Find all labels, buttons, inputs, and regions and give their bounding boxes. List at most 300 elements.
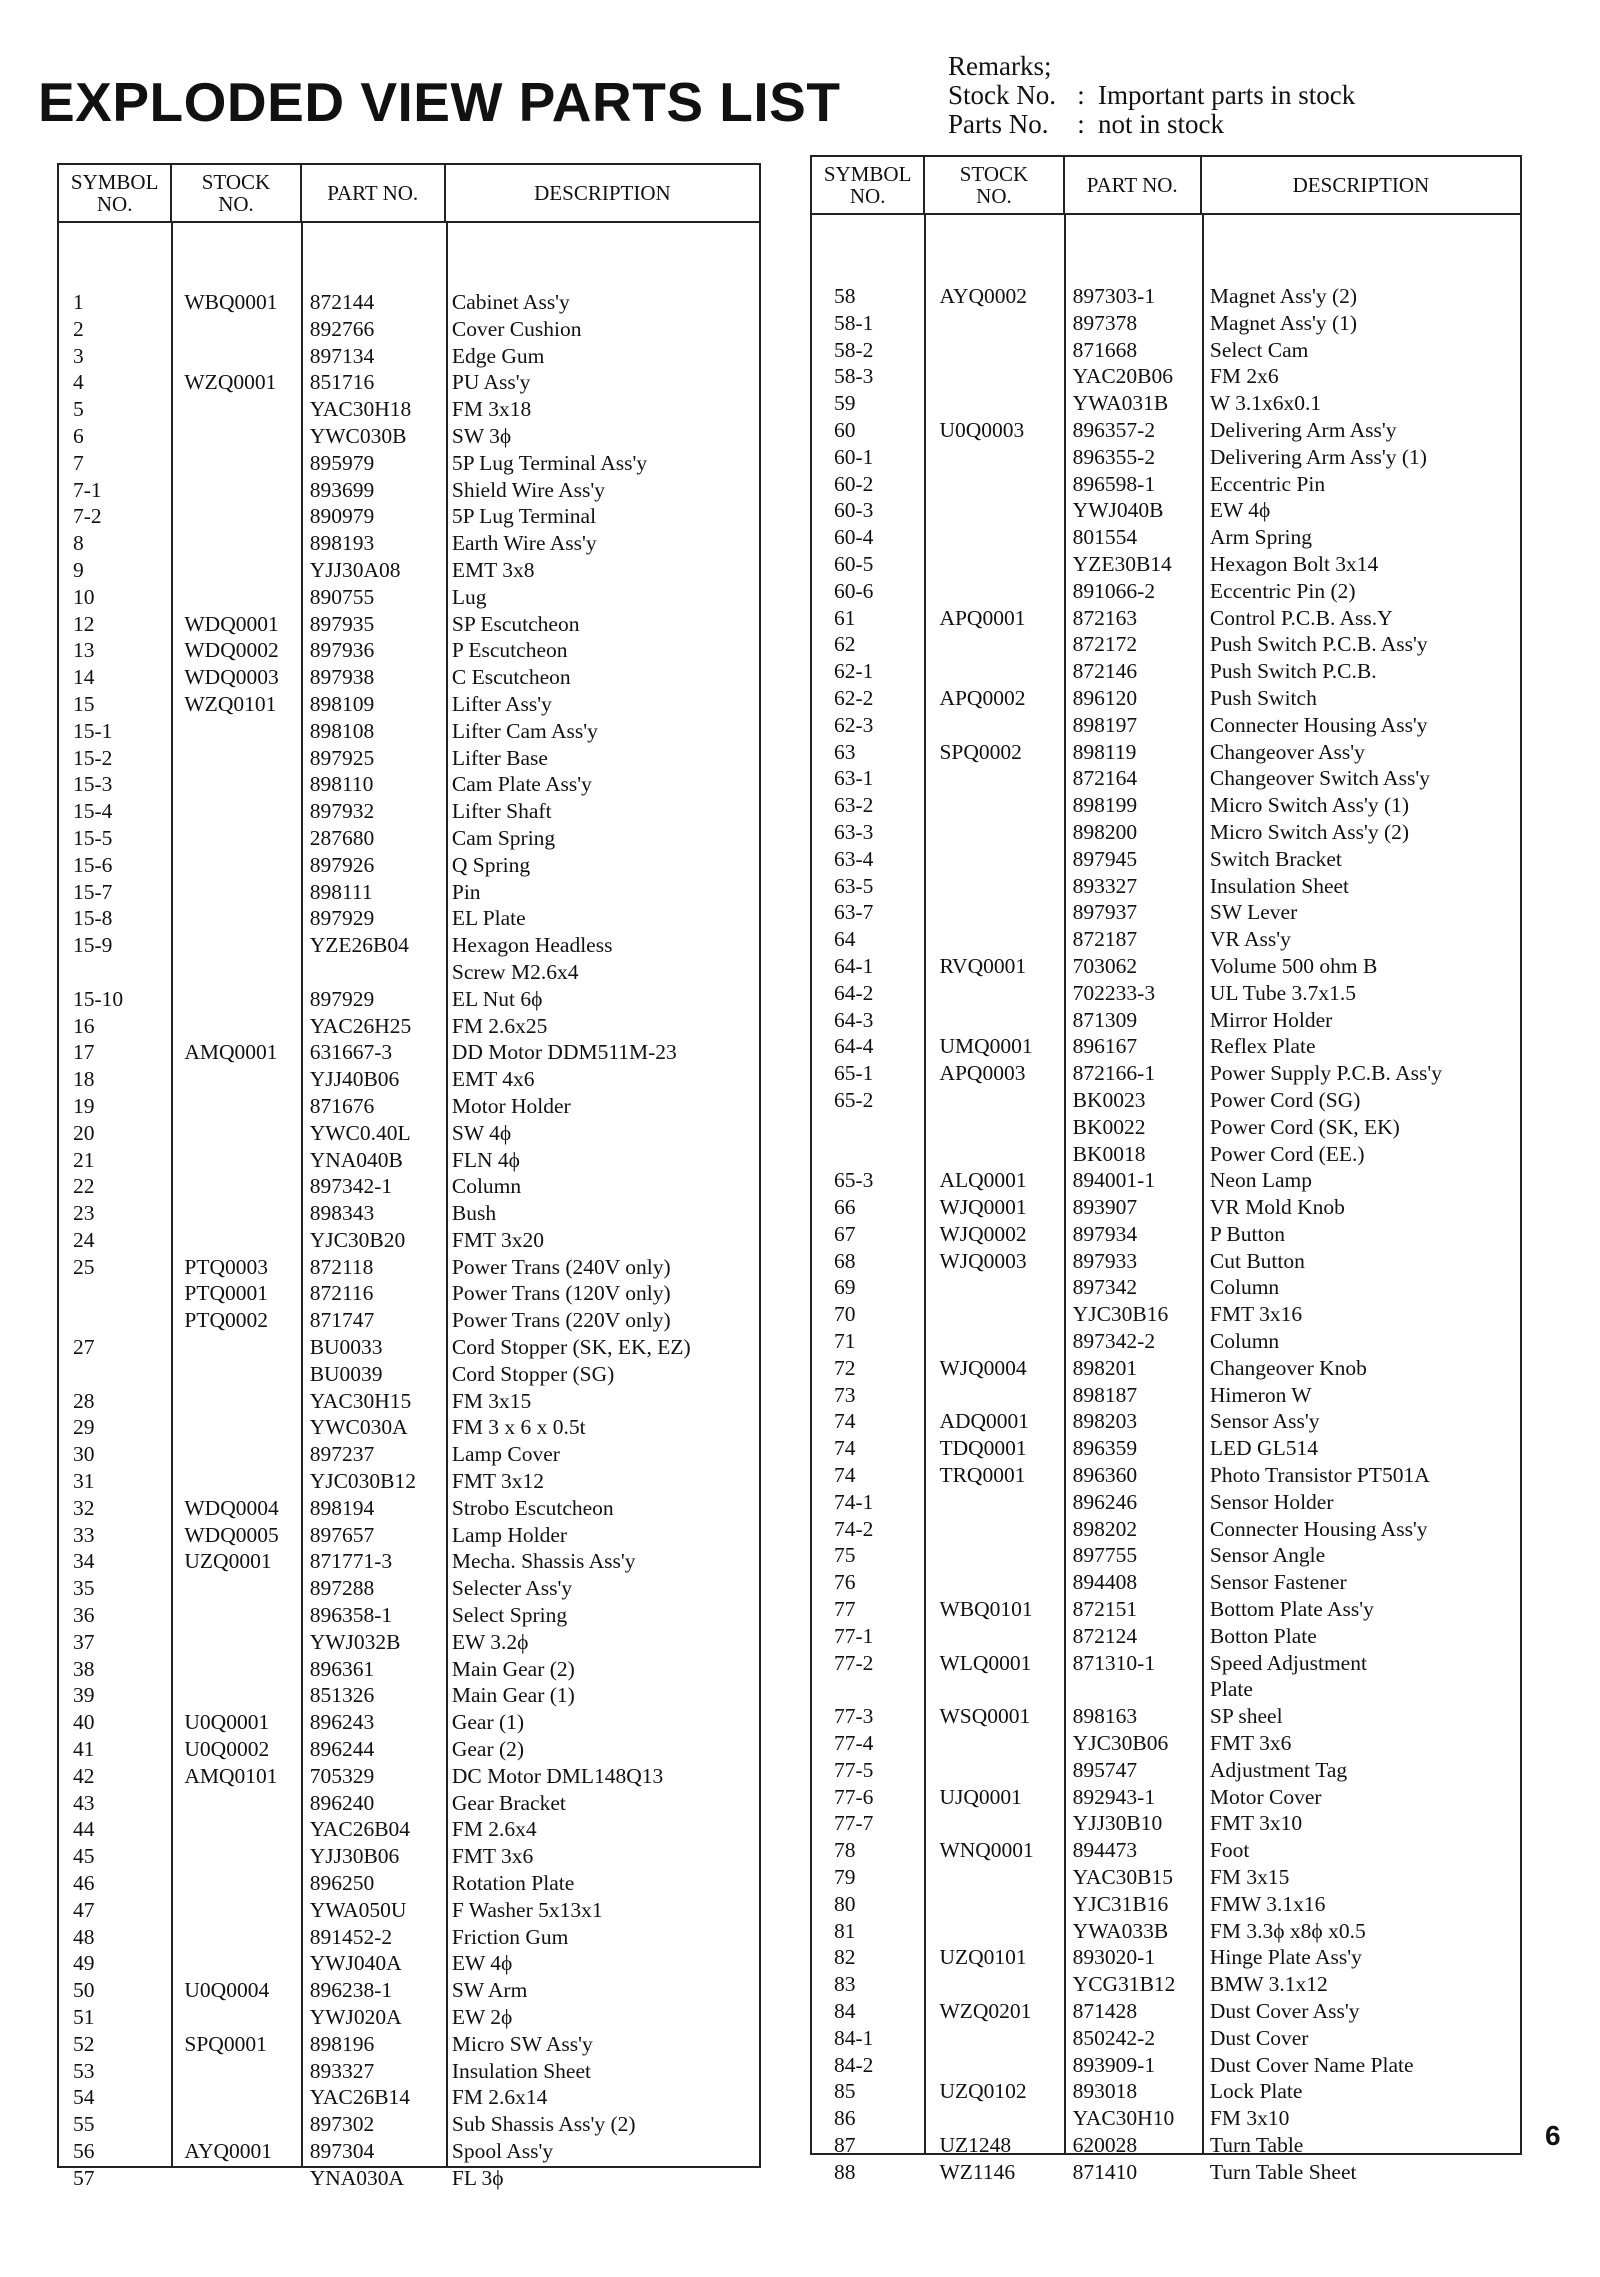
stock-cell bbox=[925, 1676, 1064, 1703]
stock-cell: TDQ0001 bbox=[939, 1436, 1027, 1461]
part-cell: YNA040B bbox=[309, 1147, 403, 1172]
description-cell: Eccentric Pin bbox=[1209, 471, 1326, 496]
symbol-cell: 84-2 bbox=[834, 2052, 874, 2077]
stock-cell bbox=[925, 1730, 1064, 1757]
symbol-cell: 65-1 bbox=[834, 1061, 874, 1086]
table-row bbox=[59, 530, 759, 557]
stock-cell bbox=[172, 1200, 301, 1227]
description-cell: Spool Ass'y bbox=[451, 2138, 554, 2163]
table-row bbox=[59, 1575, 759, 1602]
description-cell: Cord Stopper (SK, EK, EZ) bbox=[451, 1335, 691, 1360]
part-cell: 898202 bbox=[1072, 1516, 1138, 1541]
table-row bbox=[59, 2058, 759, 2085]
description-cell: Power Supply P.C.B. Ass'y bbox=[1209, 1061, 1442, 1086]
part-cell: 896361 bbox=[309, 1656, 375, 1681]
table-row bbox=[59, 1843, 759, 1870]
symbol-cell: 62-1 bbox=[834, 659, 874, 684]
symbol-cell: 46 bbox=[73, 1871, 95, 1896]
table-row bbox=[59, 1468, 759, 1495]
table-row bbox=[59, 959, 759, 986]
stock-cell: U0Q0002 bbox=[184, 1737, 270, 1762]
part-cell: 898111 bbox=[309, 879, 373, 904]
symbol-cell: 62-3 bbox=[834, 712, 874, 737]
symbol-cell: 24 bbox=[73, 1227, 95, 1252]
part-cell: 896246 bbox=[1072, 1489, 1138, 1514]
remarks-line bbox=[948, 81, 1355, 110]
description-cell: Mecha. Shassis Ass'y bbox=[451, 1549, 636, 1574]
table-row bbox=[812, 1141, 1520, 1168]
description-cell: Power Cord (SG) bbox=[1209, 1087, 1361, 1112]
table-row bbox=[812, 2025, 1520, 2052]
table-row bbox=[59, 584, 759, 611]
table-row bbox=[812, 765, 1520, 792]
stock-cell: UZ1248 bbox=[939, 2132, 1012, 2157]
table-row bbox=[812, 1274, 1520, 1301]
symbol-cell: 60-6 bbox=[834, 578, 874, 603]
symbol-cell: 60-5 bbox=[834, 551, 874, 576]
remarks-key: Parts No. bbox=[948, 109, 1049, 139]
description-cell: Q Spring bbox=[451, 852, 531, 877]
part-cell: 872151 bbox=[1072, 1597, 1138, 1622]
table-row bbox=[812, 1328, 1520, 1355]
part-cell: 871676 bbox=[309, 1093, 375, 1118]
description-cell: Reflex Plate bbox=[1209, 1034, 1316, 1059]
part-cell: 897937 bbox=[1072, 900, 1138, 925]
description-cell: Lifter Cam Ass'y bbox=[451, 718, 598, 743]
part-cell: 620028 bbox=[1072, 2132, 1138, 2157]
table-row bbox=[812, 2105, 1520, 2132]
symbol-cell: 45 bbox=[73, 1844, 95, 1869]
description-cell: Lifter Ass'y bbox=[451, 691, 552, 716]
stock-cell: WJQ0003 bbox=[939, 1248, 1027, 1273]
part-cell: 896120 bbox=[1072, 685, 1138, 710]
description-cell: SW 3ϕ bbox=[451, 423, 512, 448]
table-row bbox=[59, 1173, 759, 1200]
symbol-cell: 14 bbox=[73, 665, 95, 690]
table-row bbox=[812, 1248, 1520, 1275]
stock-cell: UZQ0101 bbox=[939, 1945, 1027, 1970]
stock-cell bbox=[172, 423, 301, 450]
description-cell: Column bbox=[1209, 1329, 1280, 1354]
stock-cell: U0Q0004 bbox=[184, 1978, 270, 2003]
table-row bbox=[59, 1334, 759, 1361]
stock-cell bbox=[925, 310, 1064, 337]
part-cell: 893020-1 bbox=[1072, 1945, 1156, 1970]
part-cell: YJJ30B06 bbox=[309, 1844, 400, 1869]
stock-cell: TRQ0001 bbox=[939, 1463, 1026, 1488]
table-row bbox=[59, 1656, 759, 1683]
stock-cell bbox=[925, 1810, 1064, 1837]
table-row bbox=[59, 1709, 759, 1736]
stock-cell bbox=[172, 584, 301, 611]
header-symbol: SYMBOL NO. bbox=[812, 157, 925, 213]
table-row bbox=[812, 846, 1520, 873]
table-row bbox=[59, 771, 759, 798]
symbol-cell: 86 bbox=[834, 2106, 856, 2131]
symbol-cell: 43 bbox=[73, 1790, 95, 1815]
symbol-cell: 15-6 bbox=[73, 852, 113, 877]
table-row bbox=[812, 1462, 1520, 1489]
stock-cell: WZQ0001 bbox=[184, 370, 277, 395]
table-row bbox=[59, 932, 759, 959]
description-cell: Foot bbox=[1209, 1838, 1250, 1863]
stock-cell bbox=[172, 1682, 301, 1709]
description-cell: 5P Lug Terminal Ass'y bbox=[451, 450, 648, 475]
stock-cell bbox=[925, 792, 1064, 819]
description-cell: EL Plate bbox=[451, 906, 526, 931]
table-row bbox=[812, 2052, 1520, 2079]
table-row bbox=[812, 980, 1520, 1007]
stock-cell bbox=[925, 1542, 1064, 1569]
symbol-cell: 74-2 bbox=[834, 1516, 874, 1541]
part-cell: YJC030B12 bbox=[309, 1469, 417, 1494]
part-cell: BK0022 bbox=[1072, 1114, 1146, 1139]
table-row bbox=[812, 283, 1520, 310]
symbol-cell: 68 bbox=[834, 1248, 856, 1273]
symbol-cell: 18 bbox=[73, 1067, 95, 1092]
symbol-cell: 32 bbox=[73, 1495, 95, 1520]
stock-cell bbox=[925, 899, 1064, 926]
table-row bbox=[59, 1790, 759, 1817]
table-row bbox=[59, 1147, 759, 1174]
table-row bbox=[59, 798, 759, 825]
table-row bbox=[59, 852, 759, 879]
table-row bbox=[59, 450, 759, 477]
stock-cell bbox=[172, 1843, 301, 1870]
part-cell: 897288 bbox=[309, 1576, 375, 1601]
table-row bbox=[59, 1736, 759, 1763]
symbol-cell: 77-4 bbox=[834, 1731, 874, 1756]
description-cell: Cam Spring bbox=[451, 825, 556, 850]
stock-cell bbox=[172, 1334, 301, 1361]
part-cell: 897378 bbox=[1072, 310, 1138, 335]
table-row bbox=[812, 1784, 1520, 1811]
description-cell: Sensor Holder bbox=[1209, 1489, 1334, 1514]
part-cell: 871668 bbox=[1072, 337, 1138, 362]
part-cell: 893327 bbox=[309, 2058, 375, 2083]
stock-cell bbox=[925, 1918, 1064, 1945]
description-cell: Dust Cover Ass'y bbox=[1209, 1999, 1360, 2023]
description-cell: FM 3x15 bbox=[1209, 1865, 1290, 1890]
table-row bbox=[812, 1998, 1520, 2025]
symbol-cell: 15-10 bbox=[73, 986, 124, 1011]
description-cell: Rotation Plate bbox=[451, 1871, 575, 1896]
description-cell: Gear Bracket bbox=[451, 1790, 566, 1815]
table-row bbox=[812, 390, 1520, 417]
symbol-cell bbox=[59, 1307, 172, 1334]
symbol-cell: 22 bbox=[73, 1174, 95, 1199]
symbol-cell: 74 bbox=[834, 1463, 856, 1488]
description-cell: FMT 3x10 bbox=[1209, 1811, 1303, 1836]
description-cell: SW Arm bbox=[451, 1978, 528, 2003]
description-cell: Control P.C.B. Ass.Y bbox=[1209, 605, 1393, 630]
symbol-cell: 63-5 bbox=[834, 873, 874, 898]
symbol-cell: 47 bbox=[73, 1897, 95, 1922]
remarks-sep: : bbox=[1077, 80, 1085, 110]
table-row bbox=[812, 899, 1520, 926]
symbol-cell: 63-1 bbox=[834, 766, 874, 791]
part-cell: BU0033 bbox=[309, 1335, 383, 1360]
description-cell: Connecter Housing Ass'y bbox=[1209, 1516, 1428, 1541]
part-cell: 896240 bbox=[309, 1790, 375, 1815]
table-row bbox=[59, 1307, 759, 1334]
description-cell: Dust Cover bbox=[1209, 2025, 1309, 2050]
table-row bbox=[59, 1522, 759, 1549]
description-cell: Lock Plate bbox=[1209, 2079, 1303, 2104]
stock-cell bbox=[925, 1891, 1064, 1918]
table-row bbox=[812, 1355, 1520, 1382]
description-cell: Neon Lamp bbox=[1209, 1168, 1312, 1193]
stock-cell: UZQ0001 bbox=[184, 1549, 272, 1574]
table-row bbox=[59, 2111, 759, 2138]
description-cell: FM 2.6x25 bbox=[451, 1013, 548, 1038]
stock-cell bbox=[172, 1013, 301, 1040]
symbol-cell: 44 bbox=[73, 1817, 95, 1842]
part-cell: 898201 bbox=[1072, 1355, 1138, 1380]
symbol-cell: 29 bbox=[73, 1415, 95, 1440]
description-cell: Connecter Housing Ass'y bbox=[1209, 712, 1428, 737]
description-cell: Changeover Ass'y bbox=[1209, 739, 1365, 764]
symbol-cell: 58 bbox=[834, 284, 856, 308]
description-cell: FM 3x10 bbox=[1209, 2106, 1290, 2131]
table-body bbox=[812, 215, 1520, 2184]
part-cell: 872146 bbox=[1072, 659, 1138, 684]
part-cell: 851716 bbox=[309, 370, 375, 395]
symbol-cell: 60 bbox=[834, 417, 856, 442]
symbol-cell: 64-4 bbox=[834, 1034, 874, 1059]
part-cell: 897938 bbox=[309, 665, 375, 690]
table-row bbox=[59, 1388, 759, 1415]
stock-cell bbox=[172, 557, 301, 584]
header-description: DESCRIPTION bbox=[534, 181, 671, 205]
part-cell: 898203 bbox=[1072, 1409, 1138, 1434]
stock-cell: WZQ0101 bbox=[184, 691, 277, 716]
symbol-cell: 63-7 bbox=[834, 900, 874, 925]
table-row bbox=[812, 1301, 1520, 1328]
part-cell: 801554 bbox=[1072, 525, 1138, 550]
description-cell: EW 4ϕ bbox=[1209, 498, 1271, 523]
part-cell: YJJ40B06 bbox=[309, 1067, 400, 1092]
part-cell: 287680 bbox=[309, 825, 375, 850]
symbol-cell: 20 bbox=[73, 1120, 95, 1145]
table-row bbox=[812, 337, 1520, 364]
symbol-cell: 62 bbox=[834, 632, 856, 657]
table-row bbox=[59, 557, 759, 584]
stock-cell bbox=[925, 1516, 1064, 1543]
table-row bbox=[59, 1066, 759, 1093]
symbol-cell: 23 bbox=[73, 1201, 95, 1226]
part-cell: YAC26B04 bbox=[309, 1817, 411, 1842]
table-row bbox=[59, 1227, 759, 1254]
remarks-block bbox=[948, 52, 1355, 139]
stock-cell bbox=[925, 819, 1064, 846]
description-cell: Dust Cover Name Plate bbox=[1209, 2052, 1414, 2077]
part-cell: YJC30B20 bbox=[309, 1227, 406, 1252]
table-row bbox=[59, 1977, 759, 2004]
description-cell: VR Ass'y bbox=[1209, 927, 1291, 952]
parts-table-right bbox=[810, 155, 1522, 2184]
stock-cell bbox=[172, 530, 301, 557]
symbol-cell: 15-7 bbox=[73, 879, 113, 904]
part-cell: 897237 bbox=[309, 1442, 375, 1467]
description-cell: LED GL514 bbox=[1209, 1436, 1318, 1461]
part-cell: 897933 bbox=[1072, 1248, 1138, 1273]
stock-cell: UMQ0001 bbox=[939, 1034, 1033, 1059]
table-row bbox=[59, 1763, 759, 1790]
table-row bbox=[59, 1039, 759, 1066]
table-row bbox=[812, 1918, 1520, 1945]
part-cell bbox=[1065, 1676, 1202, 1703]
stock-cell bbox=[925, 1971, 1064, 1998]
part-cell: YWC0.40L bbox=[309, 1120, 411, 1145]
description-cell: FM 3 x 6 x 0.5t bbox=[451, 1415, 586, 1440]
stock-cell bbox=[925, 631, 1064, 658]
part-cell: 895979 bbox=[309, 450, 375, 475]
description-cell: FMT 3x12 bbox=[451, 1469, 545, 1494]
stock-cell bbox=[172, 343, 301, 370]
header-part: PART NO. bbox=[302, 165, 446, 221]
description-cell: EW 3.2ϕ bbox=[451, 1629, 529, 1654]
description-cell: Motor Cover bbox=[1209, 1784, 1322, 1809]
remarks-line bbox=[948, 110, 1355, 139]
part-cell: 893327 bbox=[1072, 873, 1138, 898]
description-cell: Delivering Arm Ass'y bbox=[1209, 417, 1397, 442]
stock-cell bbox=[925, 1301, 1064, 1328]
part-cell: 897657 bbox=[309, 1522, 375, 1547]
symbol-cell: 28 bbox=[73, 1388, 95, 1413]
part-cell: 897926 bbox=[309, 852, 375, 877]
stock-cell bbox=[925, 712, 1064, 739]
part-cell: YNA030A bbox=[309, 2165, 405, 2190]
stock-cell bbox=[172, 771, 301, 798]
description-cell: F Washer 5x13x1 bbox=[451, 1897, 603, 1922]
symbol-cell: 12 bbox=[73, 611, 95, 636]
stock-cell bbox=[925, 1382, 1064, 1409]
description-cell: EW 4ϕ bbox=[451, 1951, 513, 1976]
part-cell: YWA050U bbox=[309, 1897, 407, 1922]
description-cell: FM 2.6x14 bbox=[451, 2085, 548, 2110]
part-cell: YWJ032B bbox=[309, 1629, 401, 1654]
description-cell: FLN 4ϕ bbox=[451, 1147, 520, 1172]
table-row bbox=[59, 1200, 759, 1227]
symbol-cell: 77 bbox=[834, 1597, 856, 1622]
stock-cell bbox=[925, 926, 1064, 953]
table-row bbox=[812, 1971, 1520, 1998]
table-row bbox=[812, 1087, 1520, 1114]
description-cell: Insulation Sheet bbox=[451, 2058, 591, 2083]
description-cell: FMT 3x20 bbox=[451, 1227, 545, 1252]
stock-cell bbox=[925, 1569, 1064, 1596]
part-cell: 896243 bbox=[309, 1710, 375, 1735]
table-row bbox=[59, 1548, 759, 1575]
symbol-cell: 42 bbox=[73, 1763, 95, 1788]
table-row bbox=[59, 1870, 759, 1897]
symbol-cell: 65-2 bbox=[834, 1087, 874, 1112]
stock-cell bbox=[925, 444, 1064, 471]
stock-cell: RVQ0001 bbox=[939, 953, 1027, 978]
symbol-cell: 36 bbox=[73, 1603, 95, 1628]
remarks-text: not in stock bbox=[1098, 109, 1224, 139]
description-cell: Micro Switch Ass'y (2) bbox=[1209, 819, 1410, 844]
stock-cell bbox=[925, 980, 1064, 1007]
symbol-cell: 62-2 bbox=[834, 685, 874, 710]
table-row bbox=[812, 1596, 1520, 1623]
table-row bbox=[59, 637, 759, 664]
description-cell: DC Motor DML148Q13 bbox=[451, 1763, 664, 1788]
part-cell: 872164 bbox=[1072, 766, 1138, 791]
stock-cell bbox=[172, 1575, 301, 1602]
stock-cell bbox=[925, 1489, 1064, 1516]
symbol-cell: 58-1 bbox=[834, 310, 874, 335]
part-cell: 896358-1 bbox=[309, 1603, 393, 1628]
description-cell: Lifter Shaft bbox=[451, 799, 552, 824]
stock-cell bbox=[925, 578, 1064, 605]
description-cell: Arm Spring bbox=[1209, 525, 1313, 550]
part-cell: YAC30H10 bbox=[1072, 2106, 1175, 2131]
symbol-cell bbox=[59, 1280, 172, 1307]
stock-cell: ADQ0001 bbox=[939, 1409, 1030, 1434]
description-cell: 5P Lug Terminal bbox=[451, 504, 597, 529]
stock-cell bbox=[925, 1141, 1064, 1168]
stock-cell bbox=[172, 1441, 301, 1468]
description-cell: Edge Gum bbox=[451, 343, 545, 368]
part-cell: 896359 bbox=[1072, 1436, 1138, 1461]
table-row bbox=[812, 2159, 1520, 2186]
description-cell: Push Switch P.C.B. bbox=[1209, 659, 1377, 684]
symbol-cell: 19 bbox=[73, 1093, 95, 1118]
description-cell: FM 2.6x4 bbox=[451, 1817, 537, 1842]
description-cell: Hexagon Headless bbox=[451, 933, 613, 958]
symbol-cell: 15-3 bbox=[73, 772, 113, 797]
description-cell: Micro SW Ass'y bbox=[451, 2031, 593, 2056]
part-cell: 702233-3 bbox=[1072, 980, 1156, 1005]
symbol-cell: 73 bbox=[834, 1382, 856, 1407]
stock-cell bbox=[172, 2058, 301, 2085]
description-cell: Mirror Holder bbox=[1209, 1007, 1333, 1032]
symbol-cell: 4 bbox=[73, 370, 84, 395]
part-cell: 893909-1 bbox=[1072, 2052, 1156, 2077]
description-cell: Push Switch P.C.B. Ass'y bbox=[1209, 632, 1428, 657]
table-row bbox=[59, 905, 759, 932]
part-cell: 897302 bbox=[309, 2112, 375, 2137]
description-cell: Switch Bracket bbox=[1209, 846, 1342, 871]
part-cell: YAC20B06 bbox=[1072, 364, 1174, 389]
stock-cell bbox=[925, 765, 1064, 792]
stock-cell bbox=[172, 932, 301, 959]
description-cell: Power Cord (SK, EK) bbox=[1209, 1114, 1400, 1139]
stock-cell: AMQ0001 bbox=[184, 1040, 278, 1065]
stock-cell bbox=[172, 316, 301, 343]
symbol-cell: 49 bbox=[73, 1951, 95, 1976]
description-cell: Bush bbox=[451, 1201, 497, 1226]
stock-cell: WBQ0101 bbox=[939, 1597, 1033, 1622]
symbol-cell: 58-3 bbox=[834, 364, 874, 389]
part-cell: 898163 bbox=[1072, 1704, 1138, 1729]
description-cell: Motor Holder bbox=[451, 1093, 571, 1118]
symbol-cell: 54 bbox=[73, 2085, 95, 2110]
part-cell: 898193 bbox=[309, 531, 375, 556]
part-cell: 898110 bbox=[309, 772, 374, 797]
symbol-cell: 7-1 bbox=[73, 477, 102, 502]
stock-cell bbox=[172, 825, 301, 852]
part-cell: BK0018 bbox=[1072, 1141, 1146, 1166]
part-cell: 894001-1 bbox=[1072, 1168, 1156, 1193]
symbol-cell: 5 bbox=[73, 397, 84, 422]
part-cell: 871428 bbox=[1072, 1999, 1138, 2023]
stock-cell bbox=[172, 2165, 301, 2192]
stock-cell bbox=[172, 852, 301, 879]
table-row bbox=[59, 1280, 759, 1307]
